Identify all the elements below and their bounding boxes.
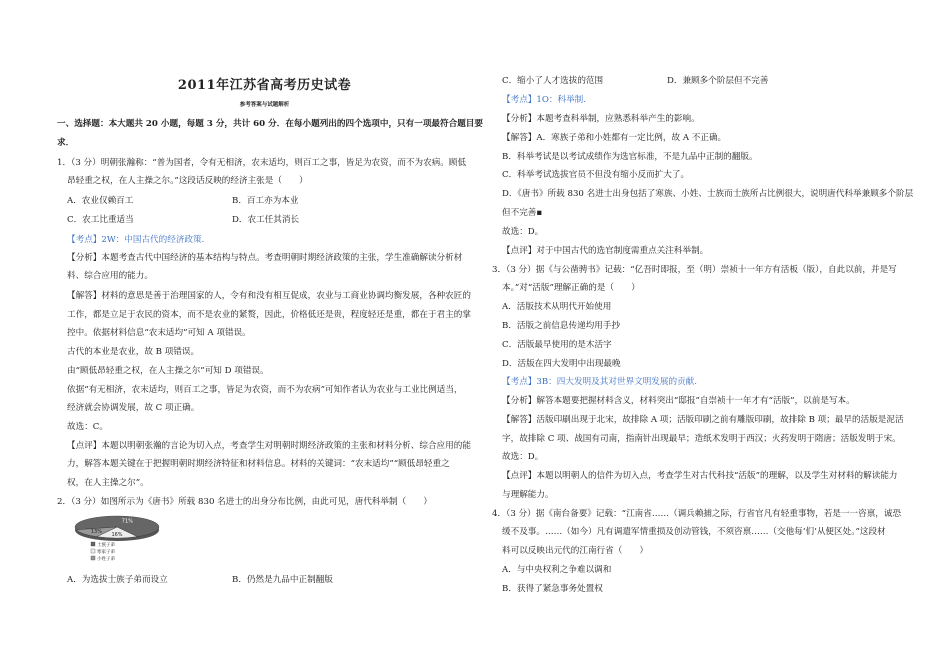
q2-jieda: 【解答】A．寒族子弟和小姓都有一定比例，故 A 不正确。 — [502, 133, 727, 143]
q3-jieda-2: 字，故排除 C 项、战国有司南，指南针出现最早；造纸术发明于西汉；火药发明于隋唐；活版发明于宋。 — [502, 434, 901, 444]
q1-fenxi: 【分析】本题考查古代中国经济的基本结构与特点。考查明朝时期经济政策的主张，学生准确解读分析材 — [67, 253, 463, 263]
q1-option-a: A．农业仅赖百工 — [67, 196, 134, 206]
pie-label-1: 71% — [121, 518, 133, 525]
q3-option-a: A．活版技术从明代开始使用 — [502, 302, 612, 312]
question-2-stem: 2．（3 分）如图所示为《唐书》所载 830 名进士的出身分布比例，由此可见，唐代科举制（ ） — [57, 497, 432, 507]
legend-swatch-1 — [91, 542, 95, 546]
legend-swatch-3 — [91, 556, 95, 560]
section-heading: 一、选择题：本大题共 20 小题，每题 3 分，共计 60 分．在每小题列出的四个选项中，只有一项最符合题目要 — [57, 119, 483, 129]
q2-answer: 故选：D。 — [502, 227, 544, 237]
legend-label-3: 小姓子弟 — [97, 557, 115, 562]
q3-dianping-2: 与理解能力。 — [502, 490, 554, 500]
q1-option-b: B．百工亦为本业 — [232, 196, 299, 206]
question-4-stem: 4．（3 分）据《南台备要》记载：“江南省……（调兵赖捕之际，行省官凡有轻重事物，若是一一咨禀，诚恐 — [492, 509, 902, 519]
q2-fenxi: 【分析】本题考查科举制，应熟悉科举产生的影响。 — [502, 114, 700, 124]
section-heading-cont: 求． — [57, 138, 75, 148]
question-2-pie-chart — [67, 510, 167, 570]
legend-label-2: 寒家子弟 — [97, 550, 115, 555]
q2-option-c: C．缩小了人才选拔的范围 — [502, 76, 604, 86]
q1-jieda-7: 经济就会协调发展，故 C 项正确。 — [67, 403, 200, 413]
q1-dianping-2: 力，解答本题关键在于把握明朝时期经济特征和材料信息。材料的关键词：“农末适均”“顾低昂轻重之 — [67, 459, 450, 469]
q1-dianping-3: 权，在人主操之尔”。 — [67, 478, 149, 488]
q3-option-b: B．活版之前信息传递均用手抄 — [502, 321, 621, 331]
legend-label-1: 士族子弟 — [97, 543, 115, 548]
question-1-stem-cont: 昂轻重之权，在人主操之尔。”这段话反映的经济主张是（ ） — [67, 176, 308, 186]
q2-jieda-c: C．科举考试选拔官员不但没有缩小反而扩大了。 — [502, 170, 690, 180]
question-4-stem-3: 料可以反映出元代的江南行省（ ） — [502, 546, 649, 556]
q3-fenxi: 【分析】解答本题要把握材料含义，材料突出“邸报”自崇祯十一年才有“活版”，以前是写本。 — [502, 396, 855, 406]
q2-option-a: A．为选拔士族子弟而设立 — [67, 575, 168, 585]
q1-jieda-2: 工作，都是立足于农民的资本，而不是农业的紧赘，因此，价格低还是贵，程度轻还是重，都在于君主的掌 — [67, 310, 471, 320]
q3-jieda: 【解答】活版印刷出现于北宋，故排除 A 项；活版印刷之前有雕版印刷，故排除 B 项；最早的活版是泥活 — [502, 415, 904, 425]
q4-option-b: B．获得了紧急事务处置权 — [502, 584, 603, 594]
q2-option-d: D．兼顾多个阶层但不完善 — [667, 76, 769, 86]
question-3-stem-cont: 本。”对“活版”理解正确的是（ ） — [502, 283, 640, 293]
q2-jieda-d-cont: 但不完善▪ — [502, 208, 543, 218]
q1-dianping: 【点评】本题以明朝张瀚的言论为切入点，考查学生对明朝时期经济政策的主张和材料分析、综合应用的能 — [67, 441, 471, 451]
pie-label-3: 13% — [90, 529, 102, 536]
q2-option-b: B．仍然是九品中正制翻版 — [232, 575, 333, 585]
q3-dianping: 【点评】本题以明朝人的信件为切入点，考查学生对古代科技“活版”的理解，以及学生对材料的解读能力 — [502, 471, 898, 481]
q1-jieda-3: 控中。依据材料信息“农末适均”可知 A 项错误。 — [67, 328, 251, 338]
question-1-stem: 1．（3 分）明朝张瀚称：“普为国者，令有无相济，农末适均，则百工之事，皆足为农资，而不为农病。顾低 — [57, 158, 467, 168]
q1-jieda-5: 由“顾低昂轻重之权，在人主操之尔”可知 D 项错误。 — [67, 366, 269, 376]
q1-fenxi-cont: 料、综合应用的能力。 — [67, 271, 153, 281]
q1-jieda: 【解答】材料的意思是善于治理国家的人，令有和没有相互促成，农业与工商业协调均衡发展，各种农匠的 — [67, 291, 471, 301]
question-4-stem-2: 缓不及事。……（如今）凡有调遣军情重损及创动管钱，不须咨禀……（交他每‘们’从便区处。”这段材 — [502, 527, 886, 537]
question-3-stem: 3．（3 分）据《与公凿骋书》记载：“亿吾时即报，至（明）崇祯十一年方有活板（版），自此以前，并是写 — [492, 265, 897, 275]
page-title: 2011年江苏省高考历史试卷 — [177, 78, 352, 93]
q3-option-c: C．活版最早使用的是木活字 — [502, 340, 612, 350]
q3-kaodian: 【考点】3B：四大发明及其对世界文明发展的贡献. — [502, 377, 697, 387]
q4-option-a: A．与中央权利之争难以调和 — [502, 565, 612, 575]
q1-option-c: C．农工比重适当 — [67, 215, 134, 225]
q3-answer: 故选：D。 — [502, 452, 544, 462]
q1-kaodian: 【考点】2W：中国古代的经济政策. — [67, 235, 205, 245]
q2-jieda-d: D．《唐书》所载 830 名进士出身包括了寒族、小姓、士族而士族所占比例很大，说明唐代科举兼顾多个阶层 — [502, 189, 914, 199]
q2-dianping: 【点评】对于中国古代的选官制度需重点关注科举制。 — [502, 246, 709, 256]
q2-kaodian: 【考点】1O：科举制. — [502, 95, 586, 105]
q1-option-d: D．农工任其消长 — [232, 215, 300, 225]
q2-jieda-b: B．科举考试是以考试成绩作为选官标准，不是九品中正制的翻版。 — [502, 152, 758, 162]
page-subtitle: 参考答案与试题解析 — [239, 102, 290, 108]
q1-jieda-6: 依据“有无相济，农末适均，则百工之事，皆足为农资，而不为农病”可知作者认为农业与工业比例适当， — [67, 385, 463, 395]
q1-answer: 故选：C。 — [67, 422, 108, 432]
q1-jieda-4: 古代的本业是农业，故 B 项错误。 — [67, 347, 200, 357]
q3-option-d: D．活版在四大发明中出现最晚 — [502, 359, 621, 369]
legend-swatch-2 — [91, 549, 95, 553]
pie-label-2: 16% — [111, 531, 123, 538]
